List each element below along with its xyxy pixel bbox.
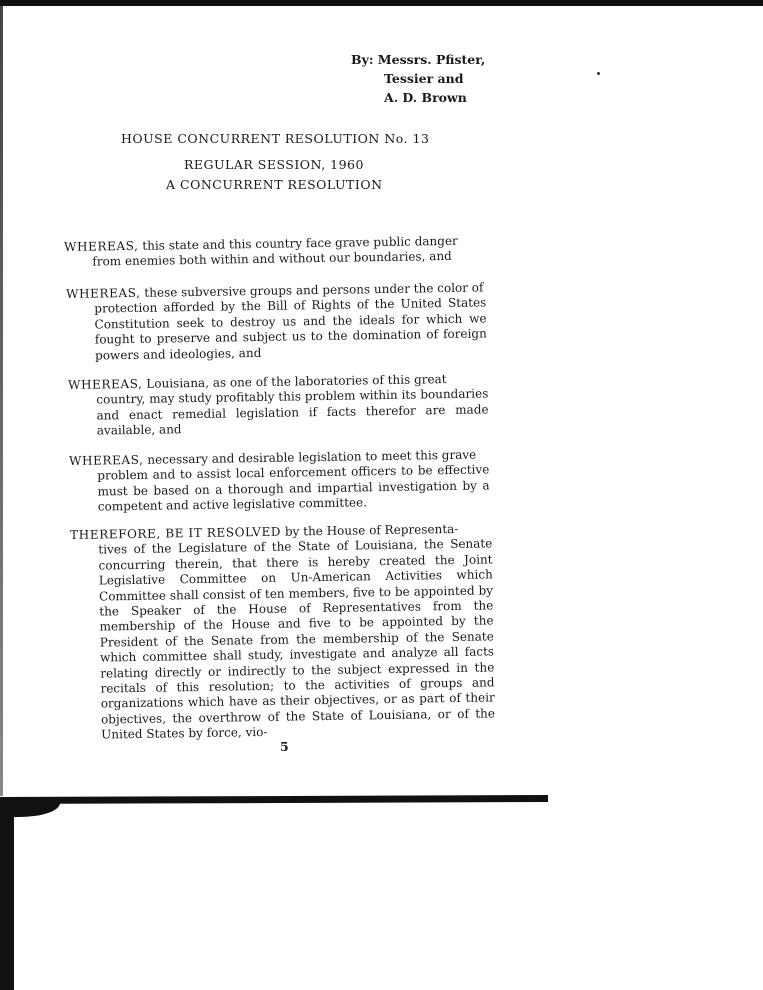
clause-body: problem and to assist local enforcement officers to be effective must be based on a thorough and impartial investigation by a competent and active legislative committee. xyxy=(97,462,490,514)
clause-lead: THEREFORE, BE IT RESOLVED xyxy=(70,524,282,542)
clause-lead: WHEREAS, xyxy=(66,285,141,301)
clause-lead: WHEREAS, xyxy=(64,238,139,254)
session-heading: REGULAR SESSION, 1960 xyxy=(184,157,364,172)
scan-speck xyxy=(597,72,600,75)
sponsors-block xyxy=(351,50,485,107)
clause-first-text: Louisiana, as one of the laboratories of this great xyxy=(142,372,447,391)
clause-lead: WHEREAS, xyxy=(69,452,144,468)
clause-lead: WHEREAS, xyxy=(68,376,143,392)
clause-body: country, may study profitably this problem within its boundaries and enact remedial legislation if facts therefor are made available, and xyxy=(96,386,489,438)
clause-body: tives of the Legislature of the State of Louisiana, the Senate concurring therein, that there is hereby created the Joint Legislative Committee on Un-American Activities which Committee shall consist of ten members, five to be appointed by the Speaker of the House of Representatives from the membership of the House and five to be appointed by the President of the Senate from the membership of the Senate which committee shall study, investigate and analyze all facts relating directly or indirectly to the subject expressed in the recitals of this resolution; to the activities of groups and organizations which have as their objectives, or as part of their objectives, the overthrow of the State of Louisiana, or of the United States by force, vio- xyxy=(98,536,496,742)
whereas-clause-4 xyxy=(69,447,490,515)
whereas-clause-3 xyxy=(68,371,489,439)
clause-first-text: necessary and desirable legislation to meet this grave xyxy=(143,447,477,467)
clause-first-text: these subversive groups and persons under the color of xyxy=(140,280,484,300)
whereas-clause-1 xyxy=(64,233,484,270)
scan-top-border xyxy=(0,0,763,6)
scan-bottom-border xyxy=(0,795,548,804)
clause-first-text: this state and this country face grave public danger xyxy=(138,233,458,253)
clause-body: protection afforded by the Bill of Rights of the United States Constitution seek to destroy us and the ideals for which we fought to preserve and subject us to the domination of foreign powers and ideologies, and xyxy=(94,295,487,363)
sponsors-line-3: A. D. Brown xyxy=(384,90,467,105)
whereas-clause-2 xyxy=(66,280,487,364)
resolved-clause xyxy=(70,521,495,743)
resolution-type-heading: A CONCURRENT RESOLUTION xyxy=(166,177,383,192)
sponsors-line-1: By: Messrs. Pfister, xyxy=(351,52,486,67)
resolution-number-heading: HOUSE CONCURRENT RESOLUTION No. 13 xyxy=(121,131,430,146)
page-number: 5 xyxy=(280,739,289,754)
clause-first-text: by the House of Representa- xyxy=(280,521,459,539)
clause-body: from enemies both within and without our boundaries, and xyxy=(92,249,452,269)
sponsors-line-2: Tessier and xyxy=(384,71,464,86)
scan-lower-shadow xyxy=(0,803,14,990)
scan-left-edge xyxy=(0,6,3,796)
